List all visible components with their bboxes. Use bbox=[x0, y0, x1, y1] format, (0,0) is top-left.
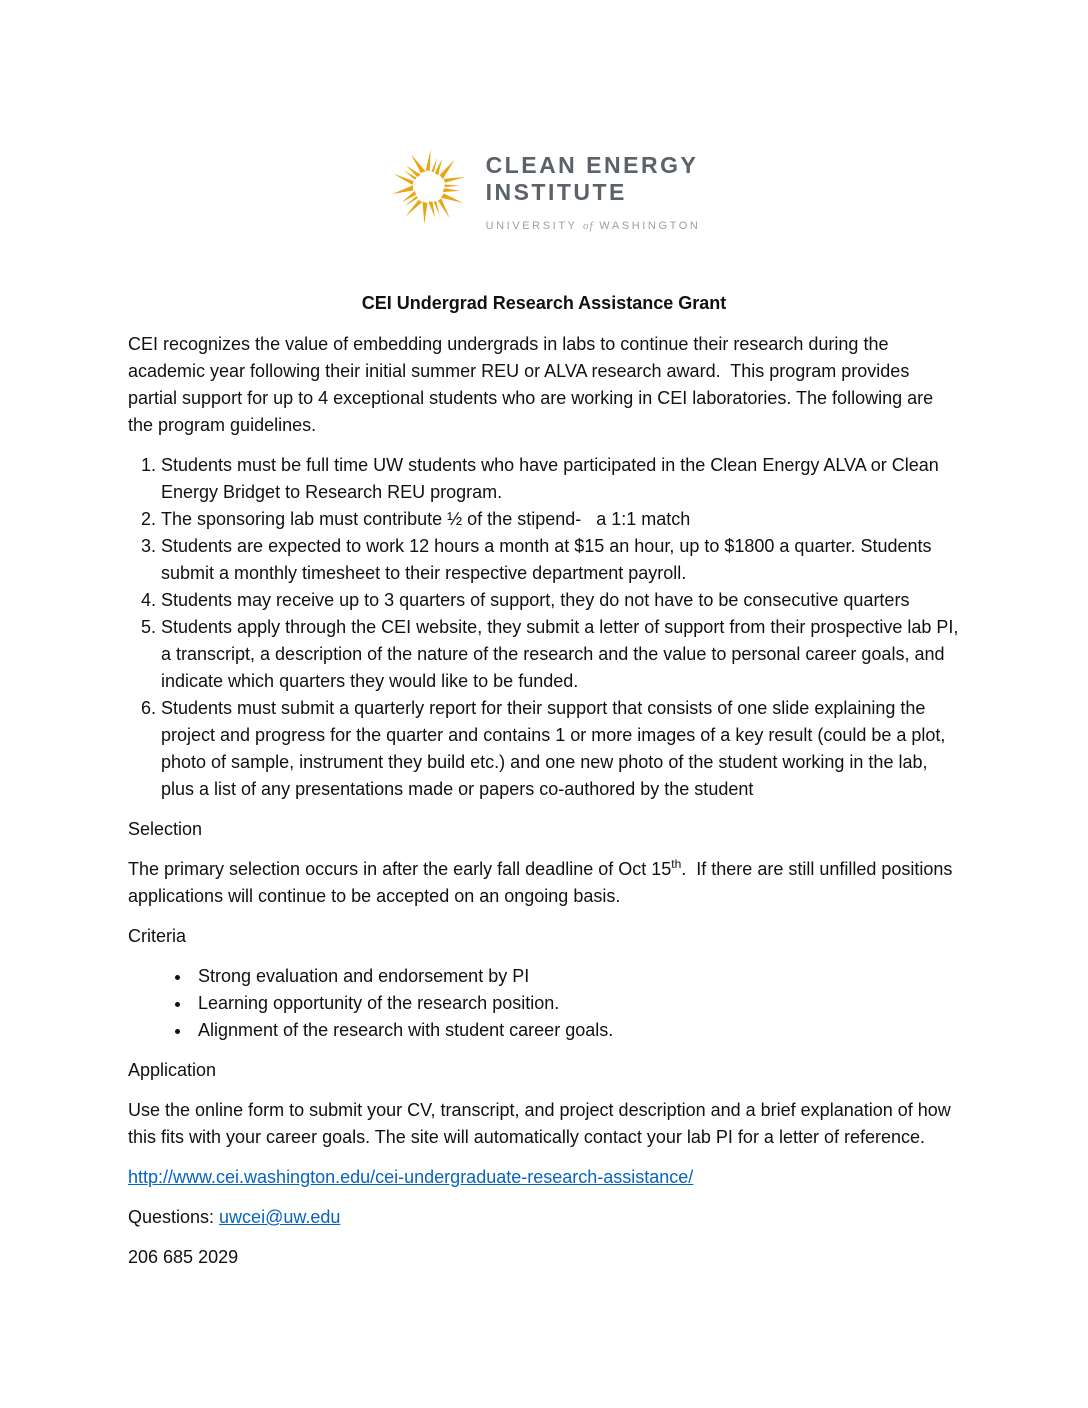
criteria-item-1: • Strong evaluation and endorsement by PI bbox=[192, 963, 960, 990]
sunburst-logo-icon bbox=[388, 146, 470, 228]
selection-heading: Selection bbox=[128, 819, 203, 839]
application-paragraph: Use the online form to submit your CV, transcript, and project description and a brief explanation of how this fits with your career goals. The site will automatically contact your lab PI for a letter of reference. bbox=[128, 1100, 956, 1147]
criteria-list bbox=[128, 963, 960, 1044]
logo-subtitle-of: of bbox=[583, 220, 594, 232]
application-url-link[interactable]: http://www.cei.washington.edu/cei-undergraduate-research-assistance/ bbox=[128, 1167, 694, 1187]
selection-text-post: . If there are still unfilled positions applications will continue to be accepted on an ongoing basis. bbox=[128, 859, 958, 906]
logo-line-clean-energy: CLEAN ENERGY bbox=[485, 152, 699, 178]
logo-university-subtitle bbox=[486, 213, 701, 240]
application-url-line bbox=[128, 1164, 960, 1191]
logo-line-institute: INSTITUTE bbox=[485, 179, 627, 205]
logo-subtitle-university: UNIVERSITY bbox=[485, 220, 578, 232]
logo-wordmark bbox=[486, 146, 701, 240]
email-link[interactable]: uwcei@uw.edu bbox=[219, 1207, 341, 1227]
criteria-item-3: • Alignment of the research with student career goals. bbox=[192, 1017, 960, 1044]
guideline-item-5: 5. Students apply through the CEI website, they submit a letter of support from their prospective lab PI, a transcript, a description of the nature of the research and the value to personal career goals, and indicate which quarters they would like to be funded. bbox=[161, 614, 960, 695]
application-heading: Application bbox=[128, 1060, 217, 1080]
guideline-item-1: 1. Students must be full time UW students who have participated in the Clean Energy ALVA or Clean Energy Bridget to Research REU program. bbox=[161, 452, 960, 506]
document-title: CEI Undergrad Research Assistance Grant bbox=[361, 293, 727, 313]
selection-text-pre: The primary selection occurs in after the early fall deadline of Oct 15 bbox=[128, 859, 672, 879]
questions-label: Questions: bbox=[128, 1207, 220, 1227]
criteria-item-2: • Learning opportunity of the research position. bbox=[192, 990, 960, 1017]
ordinal-superscript: th bbox=[671, 857, 682, 871]
questions-line bbox=[128, 1204, 960, 1231]
criteria-heading: Criteria bbox=[128, 926, 187, 946]
guideline-item-2: 2. The sponsoring lab must contribute ½ of the stipend- a 1:1 match bbox=[161, 506, 960, 533]
guideline-item-6: 6. Students must submit a quarterly report for their support that consists of one slide explaining the project and progress for the quarter and contains 1 or more images of a key result (could be a plot, photo of sample, instrument they build etc.) and one new photo of the student working in the lab, plus a list of any presentations made or papers co-authored by the student bbox=[161, 695, 960, 803]
selection-paragraph bbox=[128, 856, 960, 910]
guidelines-list bbox=[128, 452, 964, 803]
guideline-item-3: 3. Students are expected to work 12 hours a month at $15 an hour, up to $1800 a quarter. Students submit a monthly timesheet to their respective department payroll. bbox=[161, 533, 960, 587]
guideline-item-4: 4. Students may receive up to 3 quarters of support, they do not have to be consecutive quarters bbox=[161, 587, 960, 614]
intro-paragraph: CEI recognizes the value of embedding undergrads in labs to continue their research during the academic year following their initial summer REU or ALVA research award. This program provides partial support for up to 4 exceptional students who are working in CEI laboratories. The following are the program guidelines. bbox=[128, 334, 939, 435]
phone-number: 206 685 2029 bbox=[128, 1247, 239, 1267]
logo-subtitle-washington: WASHINGTON bbox=[599, 220, 701, 232]
cei-logo bbox=[128, 146, 960, 240]
